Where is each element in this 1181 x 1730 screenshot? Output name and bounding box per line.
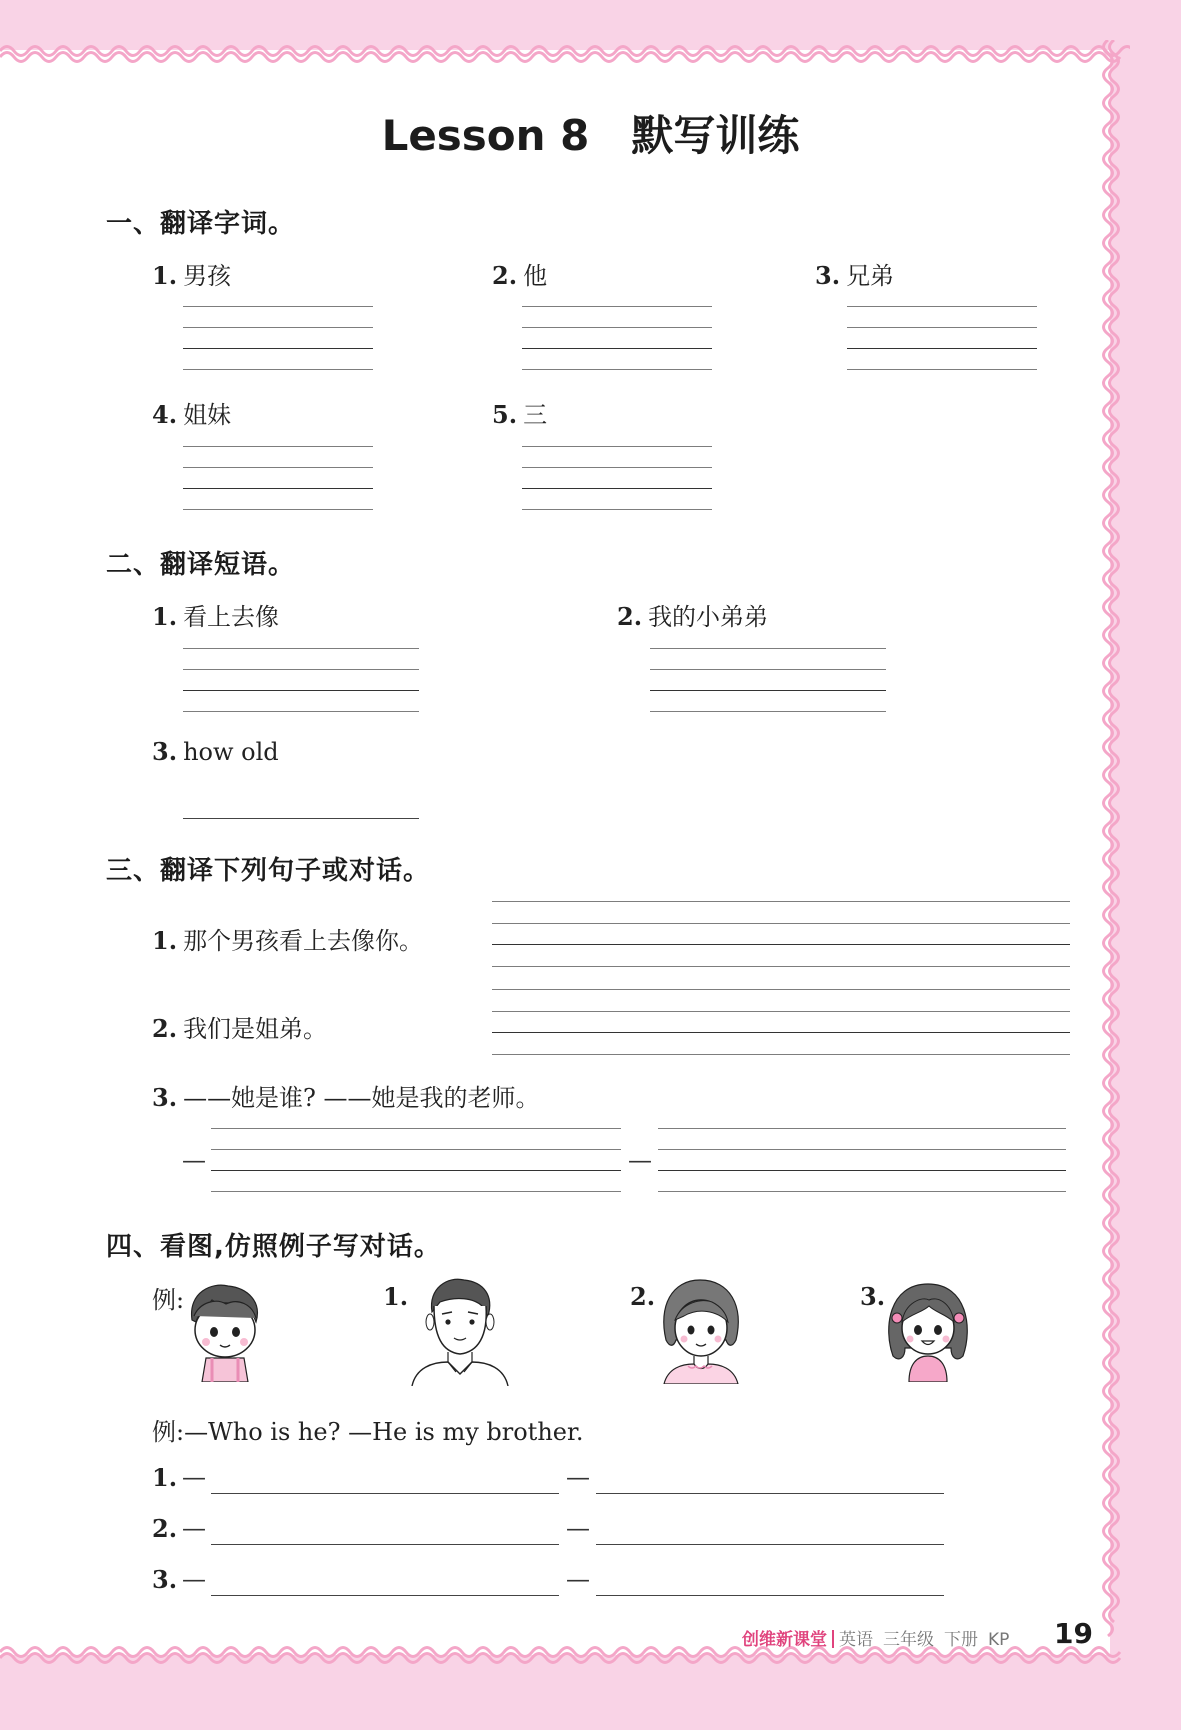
s2-item-1: 1. 看上去像	[152, 602, 280, 631]
writing-lines-s3-3b[interactable]	[658, 1128, 1066, 1198]
topic-label: 默写训练	[631, 111, 800, 160]
answer-row-2-dash-a: —	[182, 1514, 206, 1542]
s1-item-5: 5. 三	[492, 400, 548, 429]
footer-info	[742, 1625, 1009, 1650]
s3-item-2: 2. 我们是姐弟。	[152, 1014, 328, 1043]
answer-row-2-num: 2.	[152, 1514, 178, 1543]
s3-item-1: 1. 那个男孩看上去像你。	[152, 926, 424, 955]
writing-lines-s3-3a[interactable]	[211, 1128, 621, 1198]
page-number: 19	[1054, 1617, 1093, 1650]
s1-item-4: 4. 姐妹	[152, 400, 232, 429]
pic-num-3: 3.	[860, 1282, 886, 1311]
example-label: 例:	[152, 1286, 185, 1314]
dash-s3-b: —	[628, 1146, 652, 1174]
answer-line-1b[interactable]	[596, 1493, 944, 1494]
s3-item-3: 3. ——她是谁? ——她是我的老师。	[152, 1083, 540, 1112]
footer-grade: 三年级	[883, 1630, 934, 1650]
lesson-label: Lesson 8	[381, 111, 590, 160]
answer-row-3-num: 3.	[152, 1565, 178, 1594]
s1-item-1: 1. 男孩	[152, 261, 232, 290]
answer-line-1a[interactable]	[211, 1493, 559, 1494]
writing-lines-s2-2[interactable]	[650, 648, 886, 718]
section-4-heading: 四、看图,仿照例子写对话。	[106, 1232, 441, 1262]
footer-brand: 创维新课堂	[742, 1630, 827, 1650]
answer-row-1-num: 1.	[152, 1463, 178, 1492]
answer-line-3b[interactable]	[596, 1595, 944, 1596]
s2-item-2: 2. 我的小弟弟	[617, 602, 769, 631]
answer-line-2a[interactable]	[211, 1544, 559, 1545]
writing-lines-s3-1[interactable]	[492, 901, 1070, 971]
page-title	[0, 103, 1181, 163]
answer-row-3-dash-b: —	[566, 1565, 590, 1593]
footer-subject: 英语	[839, 1630, 873, 1650]
footer-term: 下册	[944, 1630, 978, 1650]
s1-item-2: 2. 他	[492, 261, 548, 290]
woman-figure-icon	[658, 1276, 744, 1384]
dash-s3-a: —	[182, 1146, 206, 1174]
pic-num-2: 2.	[630, 1282, 656, 1311]
boy-figure-icon	[182, 1278, 268, 1382]
writing-lines-s2-1[interactable]	[183, 648, 419, 718]
answer-row-1-dash-b: —	[566, 1463, 590, 1491]
writing-lines-s1-1[interactable]	[183, 306, 373, 376]
writing-lines-s3-2[interactable]	[492, 989, 1070, 1059]
writing-lines-s1-4[interactable]	[183, 446, 373, 516]
s1-item-3: 3. 兄弟	[815, 261, 895, 290]
s2-item-3: 3. how old	[152, 737, 279, 766]
answer-row-3-dash-a: —	[182, 1565, 206, 1593]
footer-edition: KP	[988, 1630, 1010, 1650]
writing-lines-s1-5[interactable]	[522, 446, 712, 516]
footer-separator	[832, 1630, 834, 1648]
answer-line-s2-3[interactable]	[183, 818, 419, 819]
section-1-heading: 一、翻译字词。	[106, 209, 296, 239]
answer-line-3a[interactable]	[211, 1595, 559, 1596]
girl-figure-icon	[885, 1278, 971, 1382]
writing-lines-s1-3[interactable]	[847, 306, 1037, 376]
answer-row-2-dash-b: —	[566, 1514, 590, 1542]
pic-num-1: 1.	[383, 1282, 409, 1311]
example-sentence: 例:—Who is he? —He is my brother.	[152, 1418, 584, 1446]
answer-line-2b[interactable]	[596, 1544, 944, 1545]
man-figure-icon	[408, 1276, 514, 1386]
section-2-heading: 二、翻译短语。	[106, 550, 296, 580]
writing-lines-s1-2[interactable]	[522, 306, 712, 376]
answer-row-1-dash-a: —	[182, 1463, 206, 1491]
section-3-heading: 三、翻译下列句子或对话。	[106, 856, 431, 886]
